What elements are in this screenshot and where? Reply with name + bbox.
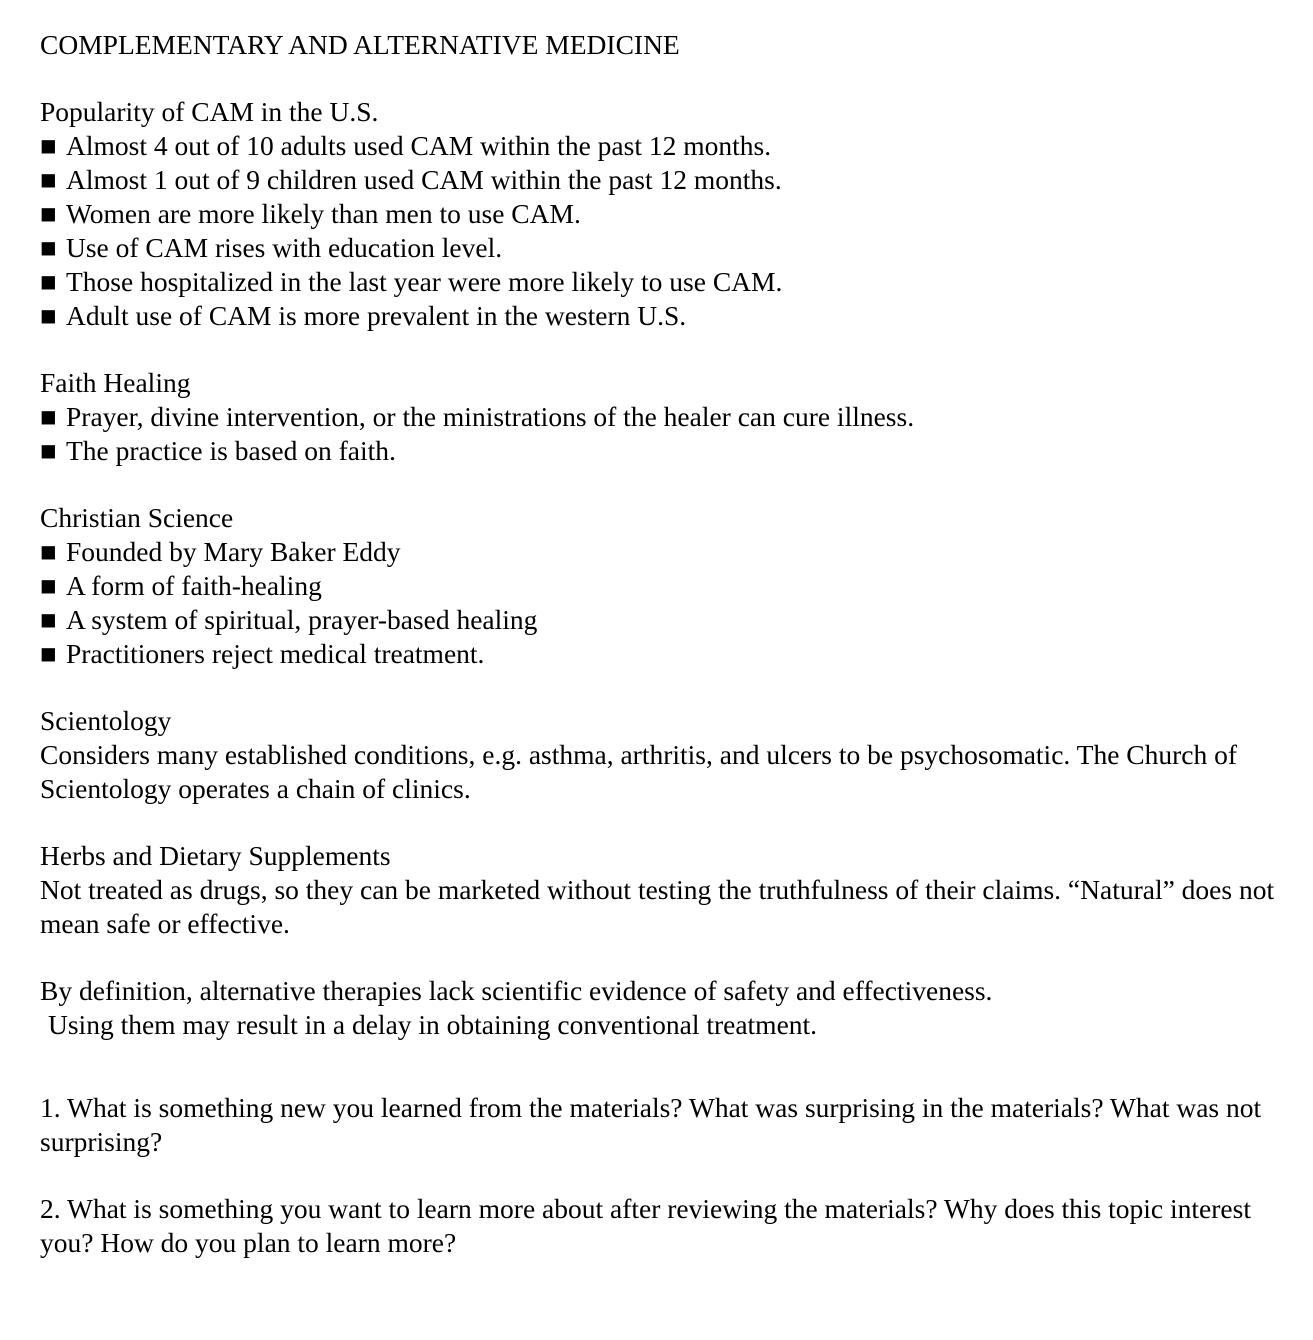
list-item: ■ Women are more likely than men to use CAM. — [40, 198, 581, 229]
section-scientology — [40, 704, 1290, 806]
list-item: ■ A form of faith-healing — [40, 570, 322, 601]
list-item: ■ Prayer, divine intervention, or the ministrations of the healer can cure illness. — [40, 401, 915, 432]
document-title: COMPLEMENTARY AND ALTERNATIVE MEDICINE — [40, 29, 680, 60]
conclusion-line: Using them may result in a delay in obtaining conventional treatment. — [48, 1009, 818, 1040]
conclusion — [40, 974, 1290, 1042]
bullet-icon: ■ — [40, 232, 57, 263]
question-2: 2. What is something you want to learn more about after reviewing the materials? Why does this topic interest you? How do you plan to learn more? — [40, 1193, 1251, 1258]
section-christian-science — [40, 501, 1290, 671]
bullet-icon: ■ — [40, 164, 57, 195]
list-item: ■ Almost 1 out of 9 children used CAM within the past 12 months. — [40, 164, 782, 195]
list-item: ■ Those hospitalized in the last year were more likely to use CAM. — [40, 266, 783, 297]
section-heading: Scientology — [40, 705, 172, 736]
bullet-icon: ■ — [40, 198, 57, 229]
section-paragraph: Considers many established conditions, e.g. asthma, arthritis, and ulcers to be psychosomatic. The Church of Scientology operates a chain of clinics. — [40, 739, 1238, 804]
bullet-icon: ■ — [40, 536, 57, 567]
section-popularity — [40, 95, 1290, 333]
list-item: ■ A system of spiritual, prayer-based healing — [40, 604, 538, 635]
list-item: ■ The practice is based on faith. — [40, 435, 396, 466]
bullet-icon: ■ — [40, 300, 57, 331]
section-heading: Popularity of CAM in the U.S. — [40, 96, 379, 127]
document-page — [40, 28, 1290, 1260]
list-item: ■ Founded by Mary Baker Eddy — [40, 536, 401, 567]
list-item: ■ Almost 4 out of 10 adults used CAM within the past 12 months. — [40, 130, 772, 161]
list-item: ■ Adult use of CAM is more prevalent in the western U.S. — [40, 300, 687, 331]
bullet-icon: ■ — [40, 435, 57, 466]
list-item: ■ Use of CAM rises with education level. — [40, 232, 503, 263]
bullet-icon: ■ — [40, 570, 57, 601]
questions — [40, 1091, 1290, 1260]
section-heading: Christian Science — [40, 502, 234, 533]
bullet-icon: ■ — [40, 266, 57, 297]
conclusion-line: By definition, alternative therapies lack scientific evidence of safety and effectiveness. — [40, 975, 993, 1006]
section-paragraph: Not treated as drugs, so they can be marketed without testing the truthfulness of their claims. “Natural” does not mean safe or effective. — [40, 874, 1275, 939]
bullet-icon: ■ — [40, 401, 57, 432]
bullet-icon: ■ — [40, 130, 57, 161]
section-heading: Herbs and Dietary Supplements — [40, 840, 391, 871]
section-herbs-supplements — [40, 839, 1290, 941]
list-item: ■ Practitioners reject medical treatment. — [40, 638, 485, 669]
bullet-icon: ■ — [40, 604, 57, 635]
bullet-icon: ■ — [40, 638, 57, 669]
section-heading: Faith Healing — [40, 367, 191, 398]
question-1: 1. What is something new you learned from the materials? What was surprising in the materials? What was not surprising? — [40, 1092, 1262, 1157]
section-faith-healing — [40, 366, 1290, 468]
